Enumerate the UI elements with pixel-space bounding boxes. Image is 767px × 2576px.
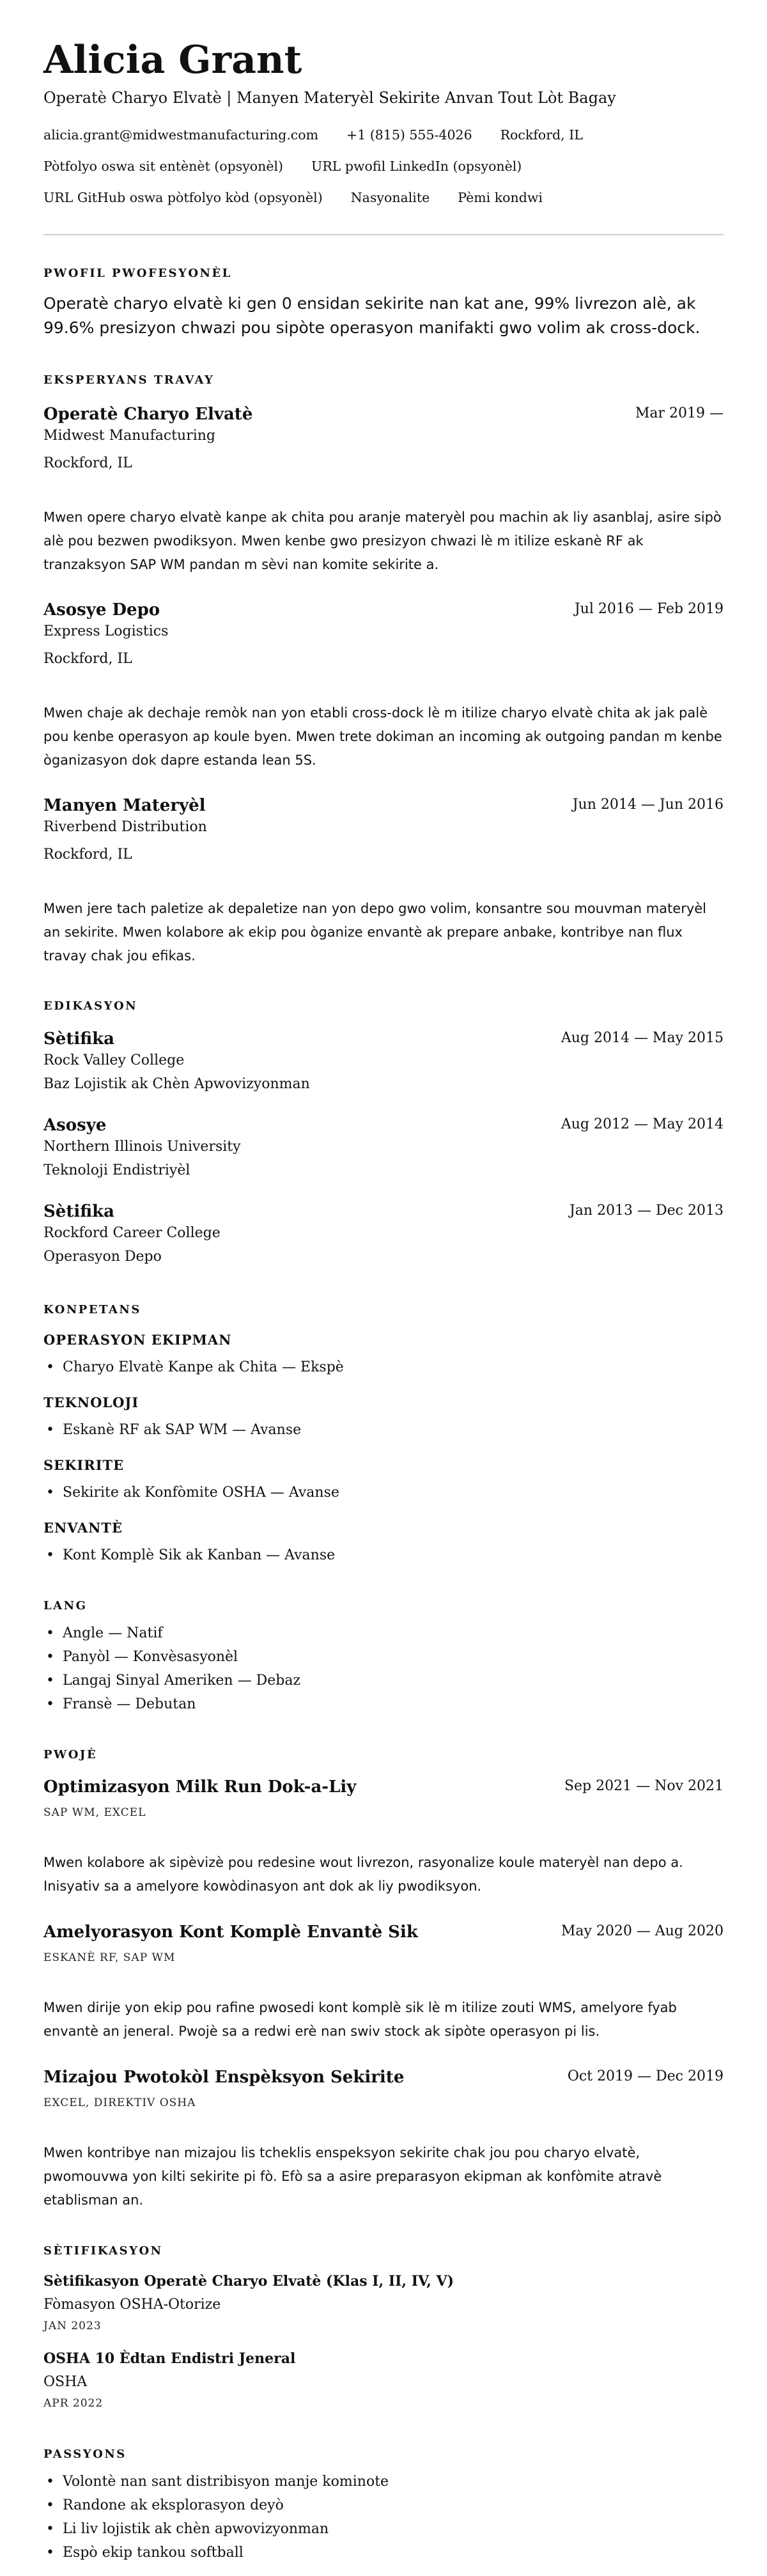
- skill-item: • Sekirite ak Konfòmite OSHA — Avanse: [43, 1483, 339, 1503]
- education-school: Rockford Career College: [43, 1225, 221, 1241]
- experience-title: Asosye Depo: [43, 600, 160, 620]
- contact-nationality: Nasyonalite: [350, 190, 430, 205]
- experience-location: Rockford, IL: [43, 847, 132, 863]
- contact-email[interactable]: alicia.grant@midwestmanufacturing.com: [43, 127, 319, 143]
- certification-issuer: OSHA: [43, 2374, 88, 2390]
- project-dates: Sep 2021 — Nov 2021: [564, 1778, 724, 1794]
- education-school: Northern Illinois University: [43, 1139, 241, 1155]
- education-school: Rock Valley College: [43, 1052, 185, 1068]
- skill-item: • Eskanè RF ak SAP WM — Avanse: [43, 1421, 301, 1440]
- hobby-item: • Randone ak eksplorasyon deyò: [43, 2496, 284, 2515]
- project-description: Mwen dirije yon ekip pou rafine pwosedi kont komplè sik lè m itilize zouti WMS, amelyore fyab envantè an jeneral. Pwojè sa a redwi erè nan swiv stock ak sipòte operasyon pi lis.: [43, 2000, 677, 2039]
- profile-summary: Operatè charyo elvatè ki gen 0 ensidan sekirite nan kat ane, 99% livrezon alè, ak 99.6% presizyon chwazi pou sipòte operasyon manifakti gwo volim ak cross-dock.: [43, 294, 701, 337]
- candidate-headline: Operatè Charyo Elvatè | Manyen Materyèl Sekirite Anvan Tout Lòt Bagay: [43, 89, 616, 107]
- section-title-certifications: SÈTIFIKASYON: [43, 2244, 163, 2258]
- contact-row-links: [43, 157, 550, 175]
- experience-dates: Jul 2016 — Feb 2019: [574, 601, 724, 617]
- experience-dates: Mar 2019 —: [635, 405, 724, 421]
- contact-github-link[interactable]: URL GitHub oswa pòtfolyo kòd (opsyonèl): [43, 190, 323, 205]
- language-item: • Langaj Sinyal Ameriken — Debaz: [43, 1671, 300, 1690]
- section-title-languages: LANG: [43, 1599, 88, 1612]
- project-description: Mwen kolabore ak sipèvizè pou redesine wout livrezon, rasyonalize koule materyèl nan depo a. Inisyativ sa a amelyore kowòdinasyon ant dok ak liy pwodiksyon.: [43, 1855, 683, 1894]
- section-title-projects: PWOJÈ: [43, 1748, 98, 1761]
- education-field: Operasyon Depo: [43, 1249, 162, 1265]
- contact-location: Rockford, IL: [500, 127, 583, 143]
- project-title: Optimizasyon Milk Run Dok-a-Liy: [43, 1777, 357, 1797]
- education-degree: Sètifika: [43, 1029, 114, 1049]
- education-dates: Jan 2013 — Dec 2013: [569, 1203, 724, 1219]
- section-title-experience: EKSPERYANS TRAVAY: [43, 373, 215, 387]
- certification-name: Sètifikasyon Operatè Charyo Elvatè (Klas I, II, IV, V): [43, 2273, 454, 2290]
- language-item: • Fransè — Debutan: [43, 1695, 196, 1714]
- skill-category: ENVANTÈ: [43, 1520, 123, 1536]
- project-title: Amelyorasyon Kont Komplè Envantè Sik: [43, 1923, 418, 1942]
- project-title: Mizajou Pwotokòl Enspèksyon Sekirite: [43, 2068, 405, 2087]
- skill-category: SEKIRITE: [43, 1457, 125, 1473]
- section-title-skills: KONPETANS: [43, 1303, 141, 1316]
- education-degree: Sètifika: [43, 1202, 114, 1221]
- education-field: Teknoloji Endistriyèl: [43, 1162, 190, 1178]
- experience-location: Rockford, IL: [43, 455, 132, 471]
- section-title-education: EDIKASYON: [43, 999, 138, 1013]
- project-dates: Oct 2019 — Dec 2019: [567, 2068, 724, 2084]
- contact-work-permit: Pèmi kondwi: [458, 190, 543, 205]
- language-item: • Angle — Natif: [43, 1624, 163, 1643]
- header-divider: [43, 234, 724, 235]
- experience-title: Operatè Charyo Elvatè: [43, 405, 253, 424]
- project-tags: ESKANÈ RF, SAP WM: [43, 1951, 176, 1964]
- skill-item: • Charyo Elvatè Kanpe ak Chita — Ekspè: [43, 1358, 344, 1377]
- hobby-item: • Li liv lojistik ak chèn apwovizyonman: [43, 2520, 329, 2539]
- contact-phone[interactable]: +1 (815) 555-4026: [346, 127, 472, 143]
- section-title-hobbies: PASSYONS: [43, 2447, 127, 2461]
- project-tags: SAP WM, EXCEL: [43, 1806, 146, 1819]
- certification-date: APR 2022: [43, 2397, 104, 2410]
- experience-description: Mwen opere charyo elvatè kanpe ak chita pou aranje materyèl pou machin ak liy asanblaj, asire sipò alè pou bezwen pwodiksyon. Mwen kenbe gwo presizyon chwazi lè m itilize eskanè RF ak tranzaksyon SAP WM pandan m sèvi nan komite sekirite a.: [43, 510, 722, 572]
- language-item: • Panyòl — Konvèsasyonèl: [43, 1648, 238, 1667]
- skill-category: TEKNOLOJI: [43, 1394, 139, 1410]
- experience-company: Express Logistics: [43, 623, 169, 639]
- contact-portfolio-link[interactable]: Pòtfolyo oswa sit entènèt (opsyonèl): [43, 159, 284, 174]
- experience-dates: Jun 2014 — Jun 2016: [572, 797, 724, 813]
- certification-date: JAN 2023: [43, 2320, 102, 2332]
- hobby-item: • Espò ekip tankou softball: [43, 2543, 244, 2563]
- hobby-item: • Volontè nan sant distribisyon manje kominote: [43, 2472, 389, 2492]
- contact-row-primary: [43, 126, 611, 144]
- certification-issuer: Fòmasyon OSHA-Otorize: [43, 2297, 221, 2313]
- experience-description: Mwen jere tach paletize ak depaletize nan yon depo gwo volim, konsantre sou mouvman materyèl an sekirite. Mwen kolabore ak ekip pou òganize envantè ak prepare anbake, kontribye nan flux travay chak jou efikas.: [43, 901, 707, 964]
- education-degree: Asosye: [43, 1116, 107, 1135]
- project-description: Mwen kontribye nan mizajou lis tcheklis enspeksyon sekirite chak jou pou charyo elvatè, pwomouvwa yon kilti sekirite pi fò. Efò sa a asire preparasyon ekipman ak konfòmite atravè etablisman an.: [43, 2145, 662, 2208]
- education-field: Baz Lojistik ak Chèn Apwovizyonman: [43, 1076, 310, 1092]
- project-dates: May 2020 — Aug 2020: [561, 1923, 724, 1939]
- section-title-profile: PWOFIL PWOFESYONÈL: [43, 267, 232, 280]
- candidate-name: Alicia Grant: [43, 38, 302, 82]
- contact-row-extra: [43, 189, 571, 207]
- experience-location: Rockford, IL: [43, 651, 132, 667]
- experience-company: Riverbend Distribution: [43, 819, 207, 835]
- experience-description: Mwen chaje ak dechaje remòk nan yon etabli cross-dock lè m itilize charyo elvatè chita ak jak palè pou kenbe operasyon ap koule byen. Mwen trete dokiman an incoming ak outgoing pandan m kenbe òganizasyon dok dapre estanda lean 5S.: [43, 705, 722, 768]
- project-tags: EXCEL, DIREKTIV OSHA: [43, 2096, 196, 2109]
- experience-title: Manyen Materyèl: [43, 796, 206, 815]
- education-dates: Aug 2014 — May 2015: [561, 1030, 724, 1046]
- skill-category: OPERASYON EKIPMAN: [43, 1332, 232, 1348]
- education-dates: Aug 2012 — May 2014: [561, 1116, 724, 1132]
- certification-name: OSHA 10 Èdtan Endistri Jeneral: [43, 2350, 296, 2367]
- experience-company: Midwest Manufacturing: [43, 428, 215, 444]
- skill-item: • Kont Komplè Sik ak Kanban — Avanse: [43, 1546, 335, 1565]
- contact-linkedin-link[interactable]: URL pwofil LinkedIn (opsyonèl): [311, 159, 522, 174]
